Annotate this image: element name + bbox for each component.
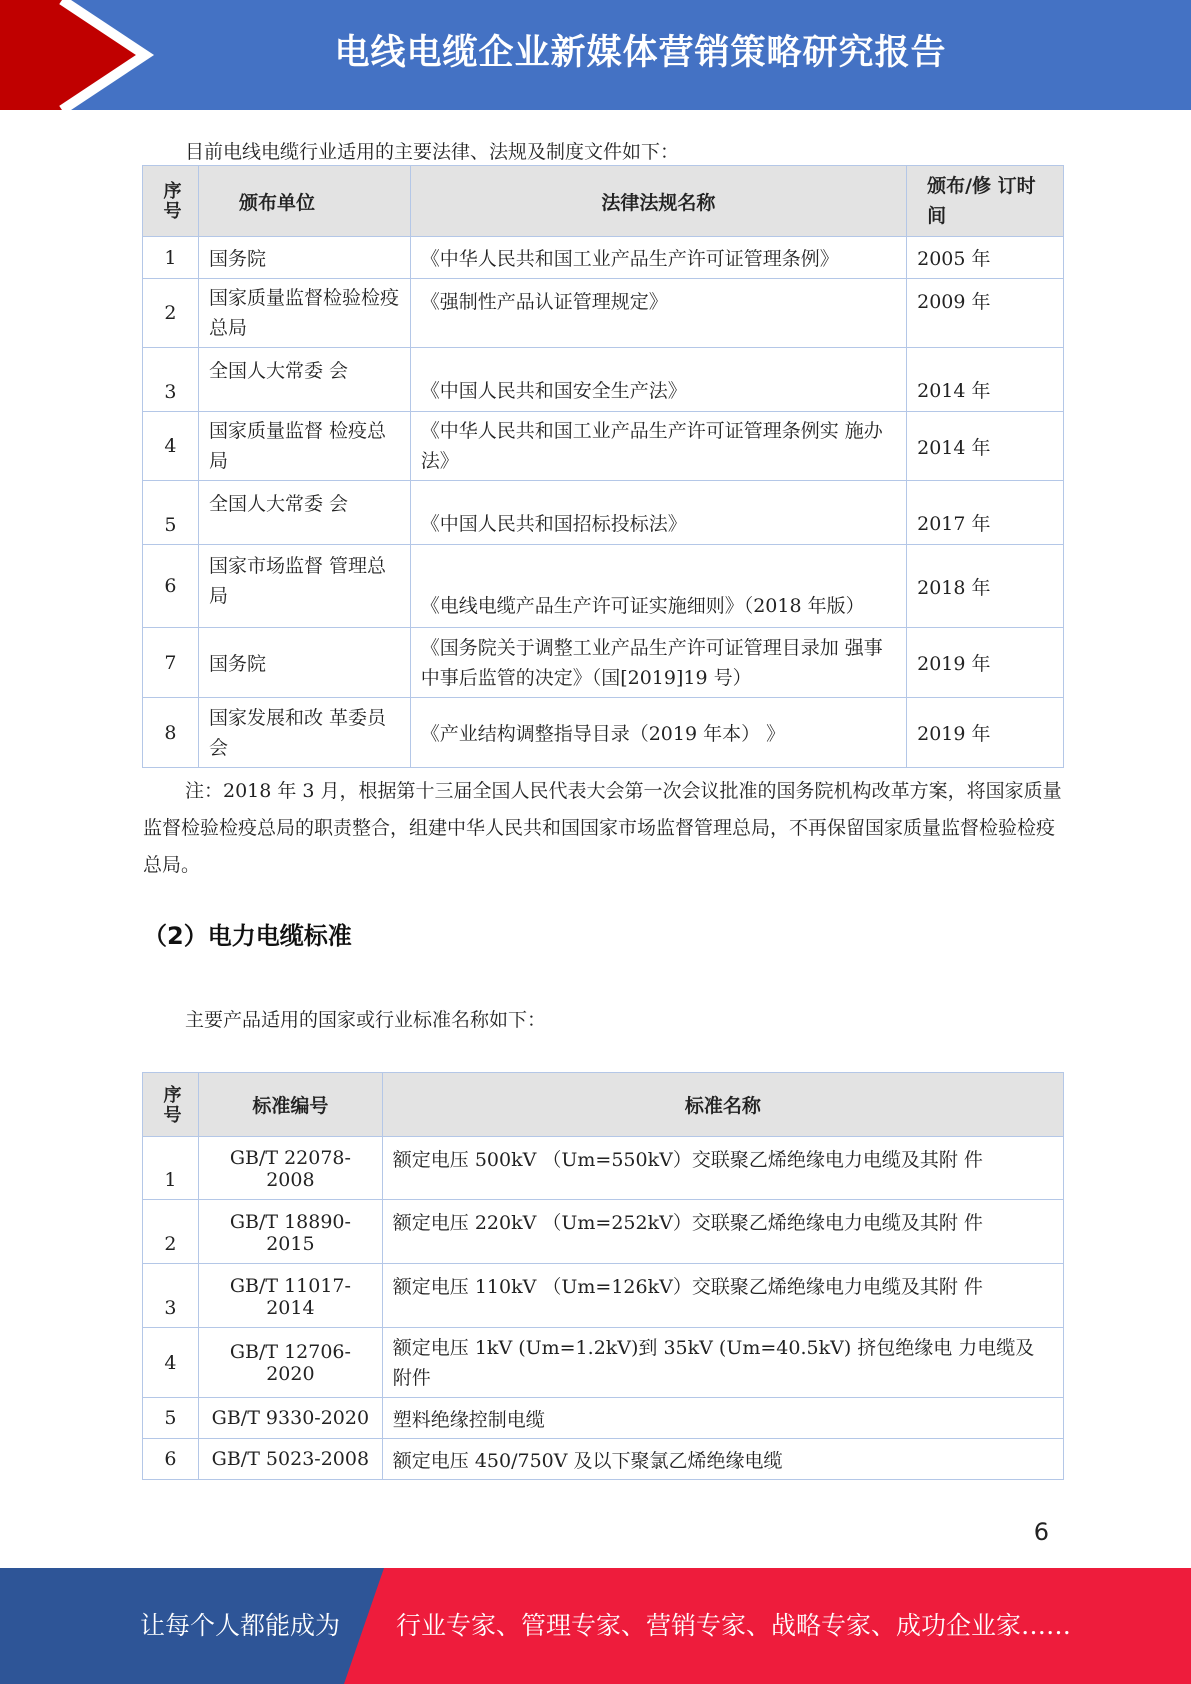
standards-table [142,1072,1064,1480]
row-index: 4 [143,412,199,481]
header-cell-standard-code: 标准编号 [198,1073,382,1137]
row-issuer: 国务院 [198,628,410,698]
row-standard-name: 额定电压 1kV (Um=1.2kV)到 35kV (Um=40.5kV) 挤包绝缘电 力电缆及附件 [382,1328,1063,1398]
row-index: 7 [143,628,199,698]
section-title: （2）电力电缆标准 [143,922,352,950]
standards-intro-text: 主要产品适用的国家或行业标准名称如下： [185,1009,547,1031]
row-standard-name: 额定电压 220kV （Um=252kV）交联聚乙烯绝缘电力电缆及其附 件 [382,1200,1063,1264]
table-row [143,1137,1064,1200]
row-index: 1 [143,237,199,279]
row-index: 6 [143,1439,199,1480]
table-row [143,628,1064,698]
row-issuer: 国家质量监督 检疫总局 [198,412,410,481]
row-law-name: 《产业结构调整指导目录（2019 年本） 》 [410,698,906,768]
table-row [143,1398,1064,1439]
row-date: 2019 年 [907,628,1064,698]
row-index: 3 [143,348,199,412]
row-standard-code: GB/T 9330-2020 [198,1398,382,1439]
row-law-name: 《中华人民共和国工业产品生产许可证管理条例》 [410,237,906,279]
row-standard-name: 塑料绝缘控制电缆 [382,1398,1063,1439]
row-standard-code: GB/T 12706-2020 [198,1328,382,1398]
table-row [143,1439,1064,1480]
row-index: 5 [143,481,199,545]
row-index: 1 [143,1137,199,1200]
row-standard-name: 额定电压 500kV （Um=550kV）交联聚乙烯绝缘电力电缆及其附 件 [382,1137,1063,1200]
row-date: 2019 年 [907,698,1064,768]
note-text: 注：2018 年 3 月，根据第十三届全国人民代表大会第一次会议批准的国务院机构改革方案，将国家质量监督检验检疫总局的职责整合，组建中华人民共和国国家市场监督管理总局，不再保留国家质量监督检验检疫总局。 [143,780,1062,876]
table-row [143,279,1064,348]
row-index: 3 [143,1264,199,1328]
header-cell-law-name: 法律法规名称 [410,166,906,237]
footer-slogan-right: 行业专家、管理专家、营销专家、战略专家、成功企业家…… [396,1611,1072,1640]
page-number: 6 [1033,1518,1049,1546]
row-date: 2014 年 [907,348,1064,412]
row-index: 6 [143,545,199,628]
row-standard-code: GB/T 11017-2014 [198,1264,382,1328]
row-date: 2009 年 [907,279,1064,348]
row-standard-code: GB/T 22078-2008 [198,1137,382,1200]
row-issuer: 国务院 [198,237,410,279]
row-law-name: 《中国人民共和国安全生产法》 [410,348,906,412]
header-cell-index: 序号 [143,1073,199,1137]
table-row [143,412,1064,481]
row-date: 2018 年 [907,545,1064,628]
header-cell-standard-name: 标准名称 [382,1073,1063,1137]
page-footer [0,1568,1191,1684]
laws-table [142,165,1064,768]
header-cell-index: 序号 [143,166,199,237]
row-index: 8 [143,698,199,768]
row-standard-name: 额定电压 110kV （Um=126kV）交联聚乙烯绝缘电力电缆及其附 件 [382,1264,1063,1328]
table-row [143,1328,1064,1398]
table-row [143,237,1064,279]
header-cell-date: 颁布/修 订时间 [907,166,1064,237]
row-standard-name: 额定电压 450/750V 及以下聚氯乙烯绝缘电缆 [382,1439,1063,1480]
row-standard-code: GB/T 5023-2008 [198,1439,382,1480]
laws-intro-text: 目前电线电缆行业适用的主要法律、法规及制度文件如下： [185,141,680,163]
table-row [143,1200,1064,1264]
row-date: 2017 年 [907,481,1064,545]
footer-slogan-left: 让每个人都能成为 [140,1611,341,1640]
table-row [143,348,1064,412]
row-law-name: 《强制性产品认证管理规定》 [410,279,906,348]
row-law-name: 《国务院关于调整工业产品生产许可证管理目录加 强事中事后监管的决定》（国[2019]19 号） [410,628,906,698]
table-row [143,481,1064,545]
row-date: 2014 年 [907,412,1064,481]
row-law-name: 《中华人民共和国工业产品生产许可证管理条例实 施办法》 [410,412,906,481]
table-row [143,1264,1064,1328]
row-issuer: 国家市场监督 管理总局 [198,545,410,628]
row-standard-code: GB/T 18890-2015 [198,1200,382,1264]
header-cell-issuer: 颁布单位 [198,166,410,237]
row-issuer: 全国人大常委 会 [198,348,410,412]
page-header [0,0,1191,110]
row-law-name: 《中国人民共和国招标投标法》 [410,481,906,545]
row-index: 5 [143,1398,199,1439]
report-title: 电线电缆企业新媒体营销策略研究报告 [334,33,947,73]
row-law-name: 《电线电缆产品生产许可证实施细则》（2018 年版） [410,545,906,628]
table-row [143,698,1064,768]
table-row [143,545,1064,628]
row-index: 2 [143,279,199,348]
row-index: 2 [143,1200,199,1264]
row-issuer: 全国人大常委 会 [198,481,410,545]
row-date: 2005 年 [907,237,1064,279]
row-issuer: 国家质量监督检验检疫总局 [198,279,410,348]
row-issuer: 国家发展和改 革委员会 [198,698,410,768]
row-index: 4 [143,1328,199,1398]
